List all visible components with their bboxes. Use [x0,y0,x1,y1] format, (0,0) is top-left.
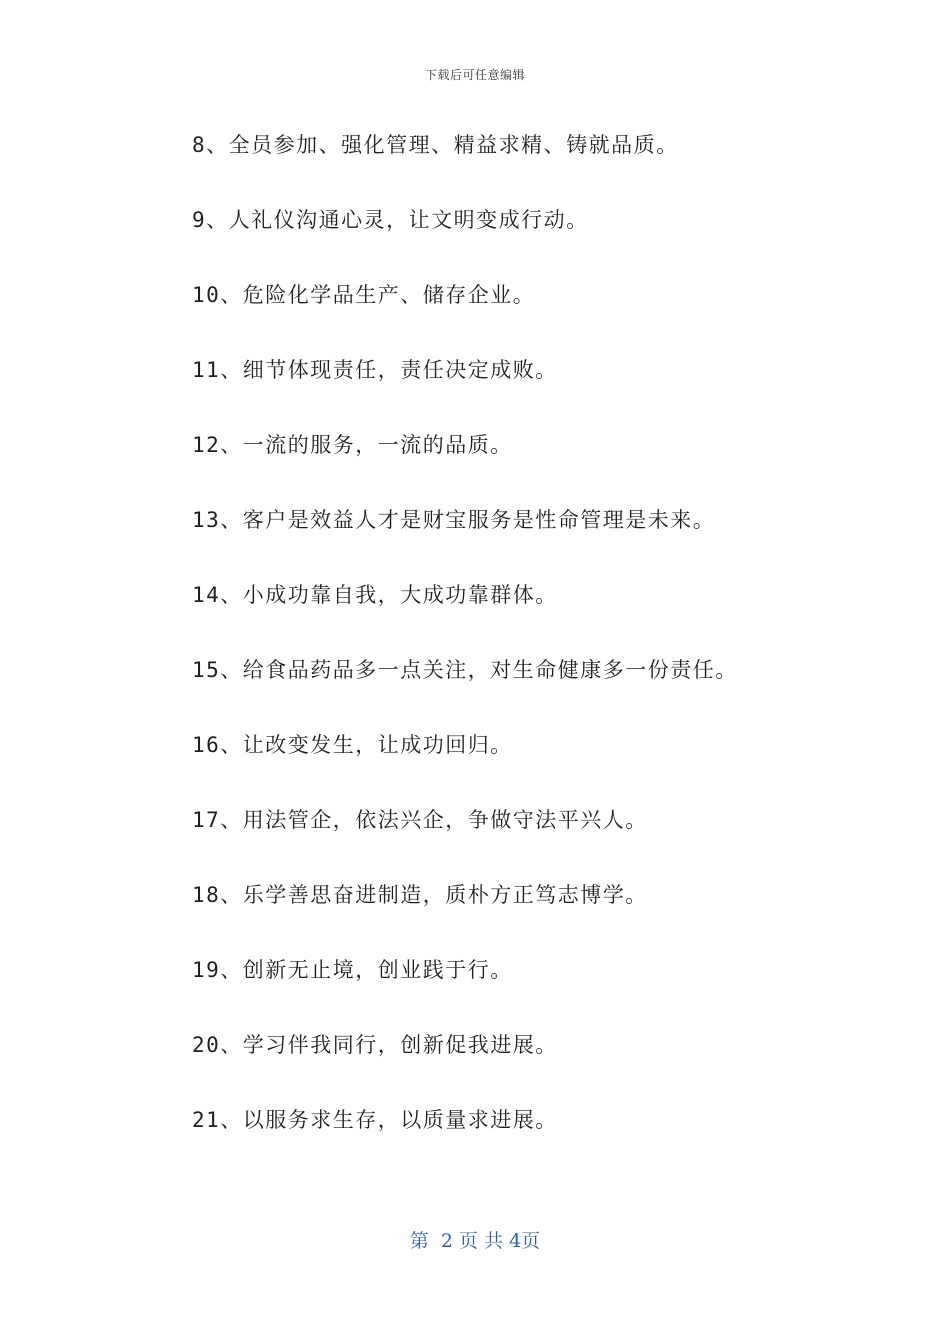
list-item: 21、以服务求生存，以质量求进展。 [192,1108,558,1132]
list-item: 20、学习伴我同行，创新促我进展。 [192,1033,558,1057]
page-header-note: 下载后可任意编辑 [424,68,525,82]
list-item: 14、小成功靠自我，大成功靠群体。 [192,583,558,607]
list-item: 16、让改变发生，让成功回归。 [192,733,513,757]
list-item: 19、创新无止境，创业践于行。 [192,958,513,982]
list-item: 10、危险化学品生产、储存企业。 [192,283,536,307]
page-number-footer: 第 2 页 共 4页 [409,1230,541,1252]
list-item: 9、人礼仪沟通心灵，让文明变成行动。 [192,208,589,232]
list-item: 17、用法管企，依法兴企，争做守法平兴人。 [192,808,648,832]
list-item: 13、客户是效益人才是财宝服务是性命管理是未来。 [192,508,716,532]
list-item: 11、细节体现责任，责任决定成败。 [192,358,558,382]
list-item: 18、乐学善思奋进制造，质朴方正笃志博学。 [192,883,648,907]
list-item: 8、全员参加、强化管理、精益求精、铸就品质。 [192,133,679,157]
list-item: 15、给食品药品多一点关注，对生命健康多一份责任。 [192,658,738,682]
slogan-list [192,128,892,1178]
list-item: 12、一流的服务，一流的品质。 [192,433,513,457]
